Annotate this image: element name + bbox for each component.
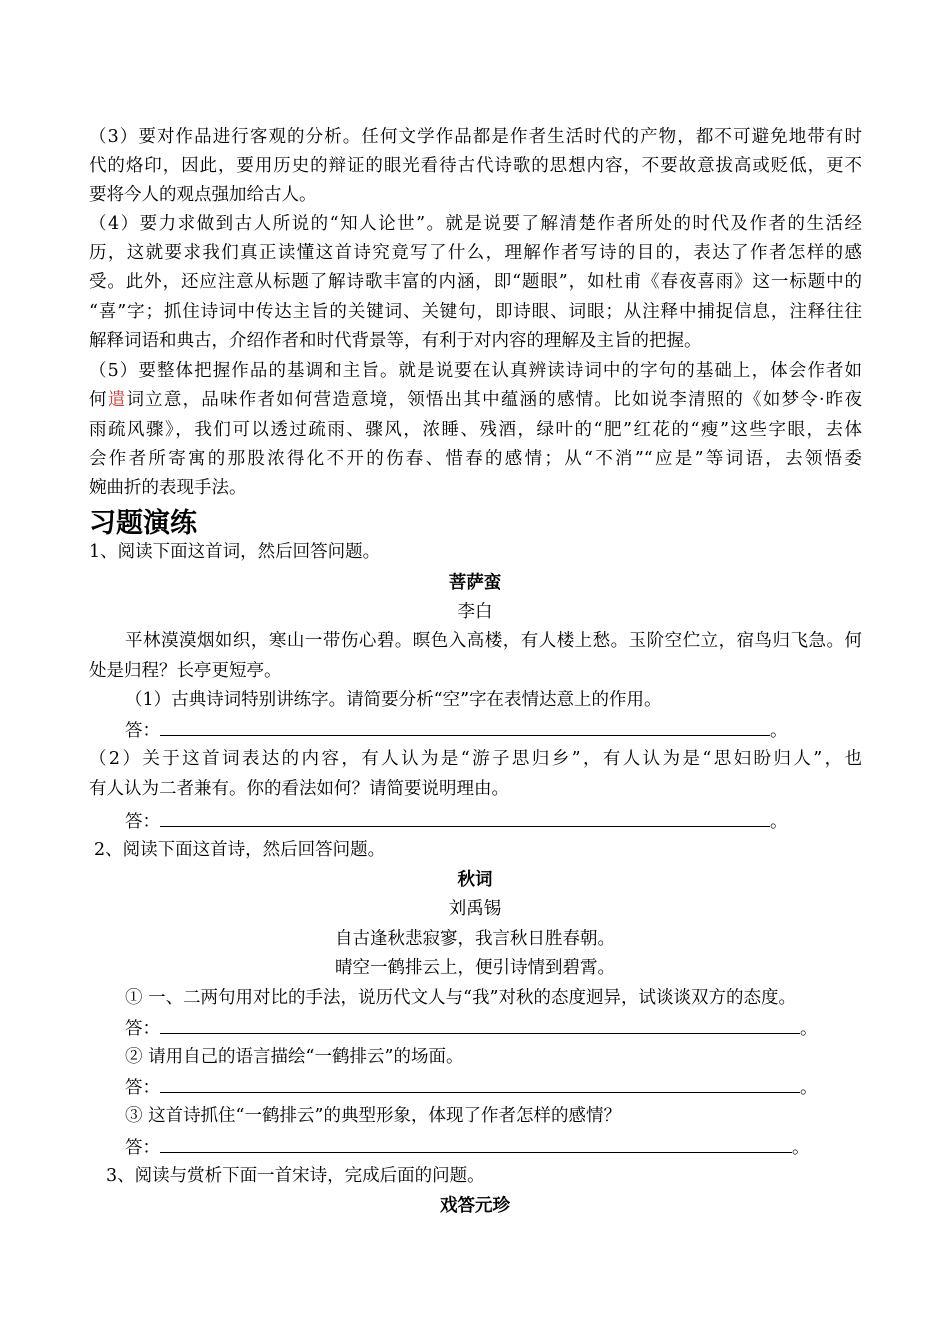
q1-prompt: 1、阅读下面这首词，然后回答问题。 xyxy=(89,542,381,562)
q1-subquestion-2-line1: （2）关于这首词表达的内容，有人认为是“游子思归乡”，有人认为是“思妇盼归人”，也 xyxy=(89,749,862,769)
intro-p5-line1: （5）要整体把握作品的基调和主旨。就是说要在认真辨读诗词中的字句的基础上，体会作者如 xyxy=(89,361,862,381)
highlighted-character: 遣 xyxy=(107,390,127,410)
intro-p4-line5: 解释词语和典古，介绍作者和时代背景等，有利于对内容的理解及主旨的把握。 xyxy=(89,331,702,351)
q2-poem-line1: 自古逢秋悲寂寥，我言秋日胜春朝。 xyxy=(335,929,615,949)
q1-poem-line1: 平林漠漠烟如织，寒山一带伤心碧。暝色入高楼，有人楼上愁。玉阶空伫立，宿鸟归飞急。何 xyxy=(125,631,862,651)
q1-poem-line2: 处是归程？长亭更短亭。 xyxy=(89,661,282,681)
intro-p5-line4: 会作者所寄寓的那股浓得化不开的伤春、惜春的感情；从“不消”“应是”等词语，去领悟委 xyxy=(89,449,862,469)
q3-poem-title: 戏答元珍 xyxy=(440,1196,510,1216)
intro-p4-line1: （4）要力求做到古人所说的“知人论世”。就是说要了解清楚作者所处的时代及作者的生活经 xyxy=(89,214,862,234)
q2-poem-line2: 晴空一鹤排云上，便引诗情到碧霄。 xyxy=(335,958,615,978)
intro-p4-line4: “喜”字；抓住诗词中传达主旨的关键词、关键句，即诗眼、词眼；从注释中捕捉信息，注释往往 xyxy=(89,302,862,322)
answer-end-mark: 。 xyxy=(800,1019,818,1039)
intro-p4-line2: 历，这就要求我们真正读懂这首诗究竟写了什么，理解作者写诗的目的，表达了作者怎样的感 xyxy=(89,243,862,263)
q2-subquestion-2: ② 请用自己的语言描绘“一鹤排云”的场面。 xyxy=(125,1047,464,1067)
answer-end-mark: 。 xyxy=(770,812,788,832)
answer-blank-line[interactable] xyxy=(160,717,770,736)
q1-subquestion-2-line2: 有人认为二者兼有。你的看法如何？请简要说明理由。 xyxy=(89,779,509,799)
q2-answer-2 xyxy=(125,1074,818,1100)
intro-p3-line1: （3）要对作品进行客观的分析。任何文学作品都是作者生活时代的产物，都不可避免地带有时 xyxy=(89,127,862,147)
q1-answer-1 xyxy=(125,717,788,743)
answer-label: 答： xyxy=(125,1019,160,1039)
answer-end-mark: 。 xyxy=(770,721,788,741)
answer-blank-line[interactable] xyxy=(160,1015,800,1034)
q2-subquestion-3: ③ 这首诗抓住“一鹤排云”的典型形象，体现了作者怎样的感情？ xyxy=(125,1106,621,1126)
answer-blank-line[interactable] xyxy=(160,808,770,827)
answer-label: 答： xyxy=(125,1078,160,1098)
q2-subquestion-1: ① 一、二两句用对比的手法，说历代文人与“我”对秋的态度迥异，试谈谈双方的态度。 xyxy=(125,988,796,1008)
answer-label: 答： xyxy=(125,812,160,832)
answer-label: 答： xyxy=(125,1138,160,1158)
answer-blank-line[interactable] xyxy=(160,1074,800,1093)
q2-answer-1 xyxy=(125,1015,818,1041)
intro-p5-line2-start: 何 xyxy=(89,390,108,410)
intro-p5-line2 xyxy=(89,388,862,412)
answer-end-mark: 。 xyxy=(800,1078,818,1098)
q1-poem-author: 李白 xyxy=(457,602,493,622)
answer-blank-line[interactable] xyxy=(160,1134,792,1153)
intro-p4-line3: 受。此外，还应注意从标题了解诗歌丰富的内涵，即“题眼”，如杜甫《春夜喜雨》这一标题中的 xyxy=(89,272,862,292)
q1-poem-title: 菩萨蛮 xyxy=(448,573,502,593)
q1-subquestion-1: （1）古典诗词特别讲练字。请简要分析“空”字在表情达意上的作用。 xyxy=(125,690,662,710)
intro-p5-line5: 婉曲折的表现手法。 xyxy=(89,478,247,498)
answer-label: 答： xyxy=(125,721,160,741)
q1-answer-2 xyxy=(125,808,788,834)
q2-poem-author: 刘禹锡 xyxy=(448,899,502,919)
answer-end-mark: 。 xyxy=(792,1138,810,1158)
q2-poem-title: 秋词 xyxy=(457,870,493,890)
q2-prompt: 2、阅读下面这首诗，然后回答问题。 xyxy=(94,840,386,860)
section-title: 习题演练 xyxy=(89,508,197,539)
intro-p3-line2: 代的烙印，因此，要用历史的辩证的眼光看待古代诗歌的思想内容，不要故意拔高或贬低，更不 xyxy=(89,156,862,176)
intro-p3-line3: 要将今人的观点强加给古人。 xyxy=(89,185,317,205)
intro-p5-line2-rest: 词立意，品味作者如何营造意境，领悟出其中蕴涵的感情。比如说李清照的《如梦令·昨夜 xyxy=(126,390,862,410)
q2-answer-3 xyxy=(125,1134,810,1160)
intro-p5-line3: 雨疏风骤》，我们可以透过疏雨、骤风，浓睡、残酒，绿叶的“肥”红花的“瘦”这些字眼，去体 xyxy=(89,420,862,440)
q3-prompt: 3、阅读与赏析下面一首宋诗，完成后面的问题。 xyxy=(106,1166,485,1186)
